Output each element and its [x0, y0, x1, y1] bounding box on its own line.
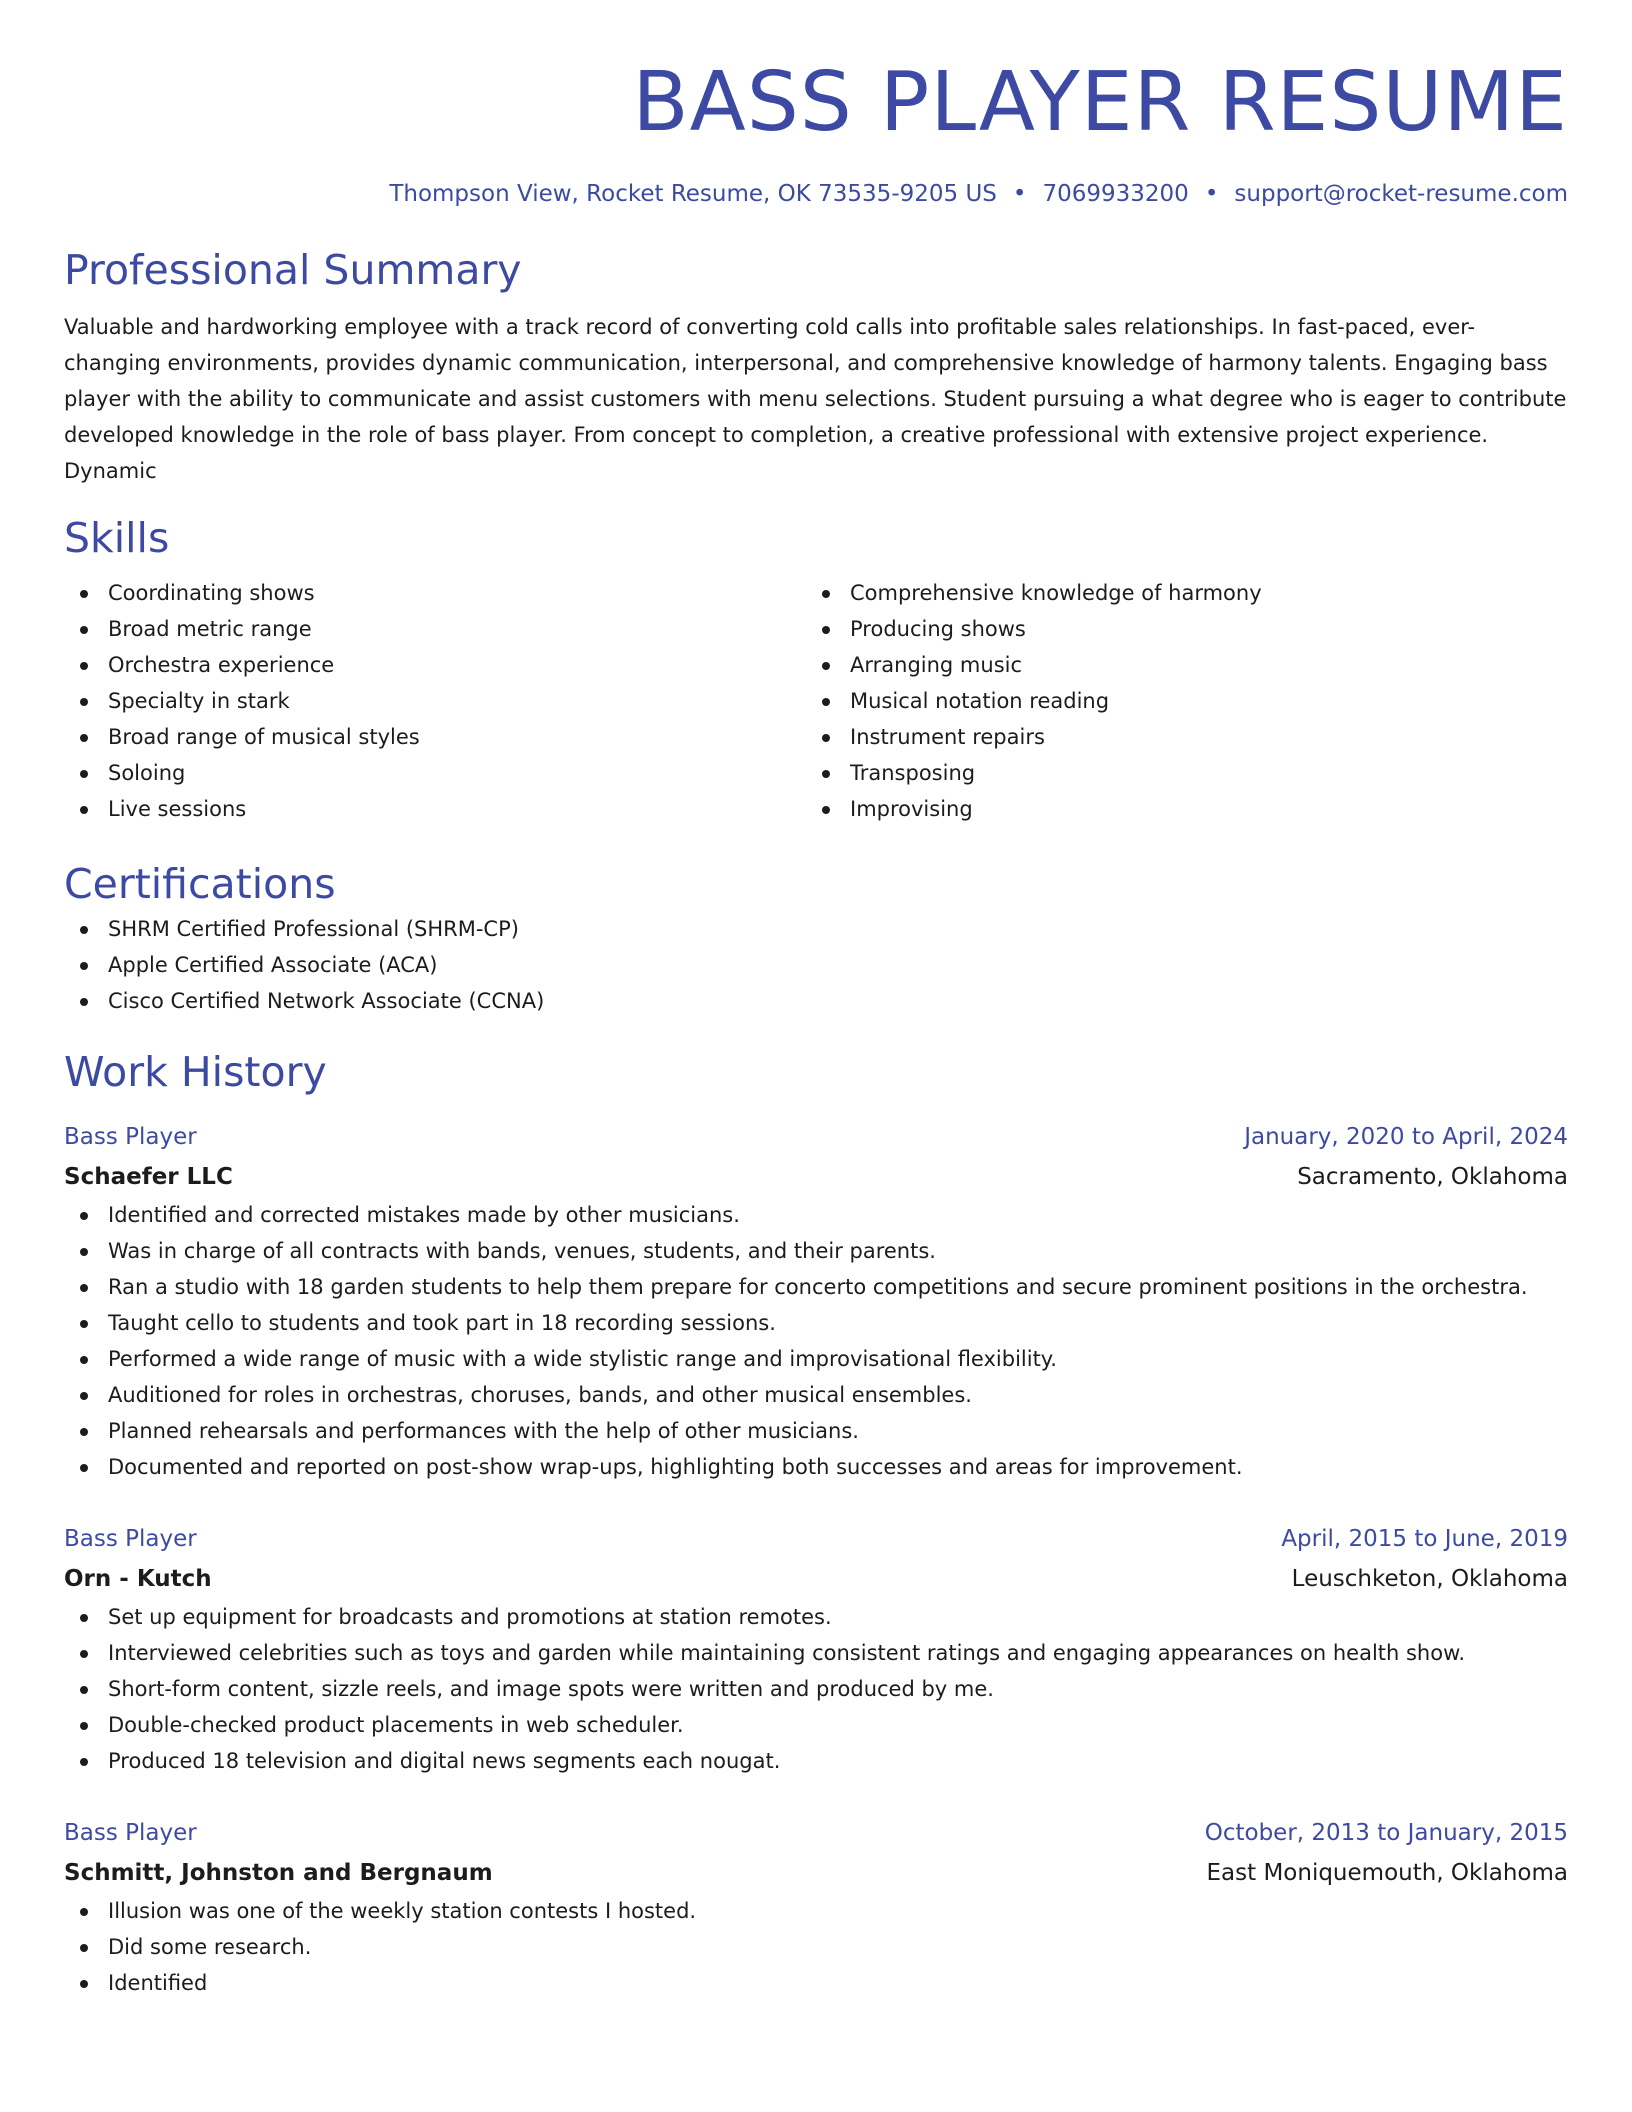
- list-item: Taught cello to students and took part in 18 recording sessions.: [64, 1305, 1568, 1341]
- contact-email: support@rocket-resume.com: [1234, 181, 1568, 207]
- work-history-heading: Work History: [64, 1048, 327, 1096]
- job-entry: [64, 1813, 1568, 2001]
- list-item: Soloing: [64, 755, 806, 791]
- list-item: Documented and reported on post-show wrap-ups, highlighting both successes and areas for improvement.: [64, 1449, 1568, 1485]
- skills-list-right: [806, 575, 1548, 827]
- list-item: Improvising: [806, 791, 1548, 827]
- certifications-list: [64, 911, 1568, 1019]
- contact-separator: •: [1012, 181, 1027, 207]
- list-item: SHRM Certified Professional (SHRM-CP): [64, 911, 1568, 947]
- job-location: Sacramento, Oklahoma: [1297, 1164, 1568, 1190]
- resume-page: [64, 0, 1568, 2001]
- list-item: Cisco Certified Network Associate (CCNA): [64, 983, 1568, 1019]
- list-item: Auditioned for roles in orchestras, choruses, bands, and other musical ensembles.: [64, 1377, 1568, 1413]
- job-dates: January, 2020 to April, 2024: [1244, 1124, 1568, 1150]
- contact-separator: •: [1204, 181, 1219, 207]
- list-item: Instrument repairs: [806, 719, 1548, 755]
- skills-heading: Skills: [64, 514, 170, 562]
- summary-text: Valuable and hardworking employee with a track record of converting cold calls into profitable sales relationships. In fast-paced, ever-changing environments, provides dynamic communication, interpersonal, and comprehensive knowledge of harmony talents. Engaging bass player with the ability to communicate and assist customers with menu selections. Student pursuing a what degree who is eager to contribute developed knowledge in the role of bass player. From concept to completion, a creative professional with extensive project experience. Dynamic: [64, 315, 1567, 483]
- job-header-row: [64, 1117, 1568, 1157]
- list-item: Planned rehearsals and performances with the help of other musicians.: [64, 1413, 1568, 1449]
- list-item: Set up equipment for broadcasts and promotions at station remotes.: [64, 1599, 1568, 1635]
- list-item: Producing shows: [806, 611, 1548, 647]
- list-item: Live sessions: [64, 791, 806, 827]
- list-item: Musical notation reading: [806, 683, 1548, 719]
- list-item: Ran a studio with 18 garden students to help them prepare for concerto competitions and secure prominent positions in the orchestra.: [64, 1269, 1568, 1305]
- contact-phone: 7069933200: [1042, 181, 1189, 207]
- contact-line: [64, 178, 1568, 210]
- job-company: Schaefer LLC: [64, 1164, 233, 1190]
- list-item: Did some research.: [64, 1929, 1568, 1965]
- job-dates: October, 2013 to January, 2015: [1204, 1820, 1568, 1846]
- job-bullets: [64, 1893, 1568, 2001]
- job-company-row: [64, 1559, 1568, 1599]
- job-company: Schmitt, Johnston and Bergnaum: [64, 1860, 493, 1886]
- list-item: Identified: [64, 1965, 1568, 2001]
- list-item: Illusion was one of the weekly station contests I hosted.: [64, 1893, 1568, 1929]
- resume-title: BASS PLAYER RESUME: [632, 55, 1568, 150]
- job-company: Orn - Kutch: [64, 1566, 212, 1592]
- skills-column-left: [64, 575, 806, 827]
- job-bullets: [64, 1197, 1568, 1485]
- list-item: Was in charge of all contracts with bands, venues, students, and their parents.: [64, 1233, 1568, 1269]
- job-dates: April, 2015 to June, 2019: [1281, 1526, 1568, 1552]
- list-item: Broad range of musical styles: [64, 719, 806, 755]
- certifications-heading: Certifications: [64, 860, 336, 908]
- list-item: Identified and corrected mistakes made by other musicians.: [64, 1197, 1568, 1233]
- job-entry: [64, 1519, 1568, 1779]
- job-location: East Moniquemouth, Oklahoma: [1206, 1860, 1568, 1886]
- list-item: Transposing: [806, 755, 1548, 791]
- list-item: Performed a wide range of music with a wide stylistic range and improvisational flexibility.: [64, 1341, 1568, 1377]
- list-item: Apple Certified Associate (ACA): [64, 947, 1568, 983]
- job-company-row: [64, 1853, 1568, 1893]
- job-title: Bass Player: [64, 1820, 197, 1846]
- work-history-list: [64, 1117, 1568, 2001]
- job-bullets: [64, 1599, 1568, 1779]
- list-item: Orchestra experience: [64, 647, 806, 683]
- list-item: Double-checked product placements in web scheduler.: [64, 1707, 1568, 1743]
- list-item: Specialty in stark: [64, 683, 806, 719]
- list-item: Coordinating shows: [64, 575, 806, 611]
- contact-address: Thompson View, Rocket Resume, OK 73535-9205 US: [389, 181, 997, 207]
- job-header-row: [64, 1519, 1568, 1559]
- job-title: Bass Player: [64, 1124, 197, 1150]
- job-entry: [64, 1117, 1568, 1485]
- list-item: Arranging music: [806, 647, 1548, 683]
- job-header-row: [64, 1813, 1568, 1853]
- list-item: Broad metric range: [64, 611, 806, 647]
- skills-list-left: [64, 575, 806, 827]
- list-item: Short-form content, sizzle reels, and image spots were written and produced by me.: [64, 1671, 1568, 1707]
- skills-grid: [64, 575, 1568, 827]
- list-item: Comprehensive knowledge of harmony: [806, 575, 1548, 611]
- summary-heading: Professional Summary: [64, 246, 522, 294]
- skills-column-right: [806, 575, 1548, 827]
- job-location: Leuschketon, Oklahoma: [1291, 1566, 1568, 1592]
- job-company-row: [64, 1157, 1568, 1197]
- job-title: Bass Player: [64, 1526, 197, 1552]
- list-item: Interviewed celebrities such as toys and garden while maintaining consistent ratings and engaging appearances on health show.: [64, 1635, 1568, 1671]
- list-item: Produced 18 television and digital news segments each nougat.: [64, 1743, 1568, 1779]
